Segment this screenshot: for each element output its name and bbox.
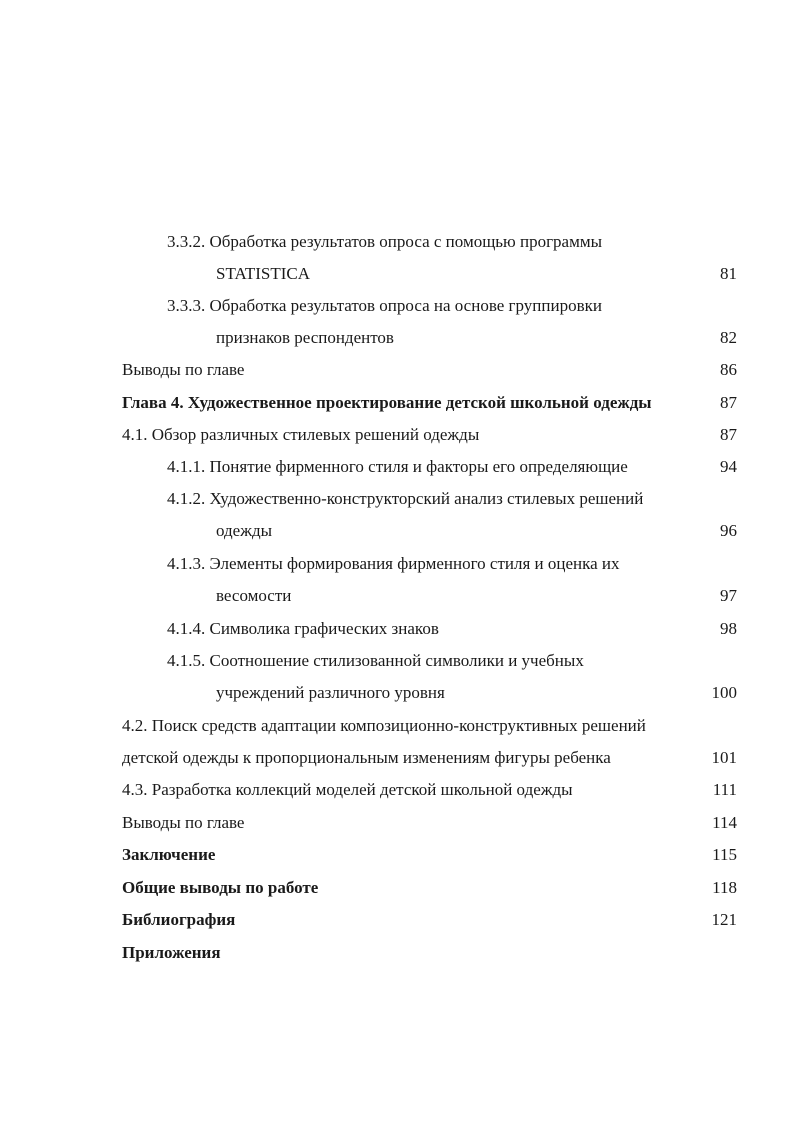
toc-entry-4-2-page: 101 [711, 748, 737, 767]
toc-entry-4-1-4-page: 98 [720, 619, 737, 638]
toc-entry-4-1-page: 87 [720, 425, 737, 444]
toc-entry-4-1-1-page: 94 [720, 457, 737, 476]
toc-entry-3-3-2-title-cont: STATISTICA [216, 264, 311, 283]
toc-entry-3-3-3-title-cont: признаков респондентов [216, 328, 394, 347]
toc-entry-3-3-2-title: 3.3.2. Обработка результатов опроса с помощью программы [167, 232, 603, 251]
toc-entry-general-conclusions-page: 118 [712, 878, 737, 897]
toc-entry-chapter4-title: Глава 4. Художественное проектирование детской школьной одежды [122, 393, 652, 412]
toc-entry-bibliography-title: Библиография [122, 910, 236, 929]
toc-entry-4-1-2-title-cont: одежды [216, 521, 273, 540]
toc-entry-bibliography-page: 121 [711, 910, 737, 929]
toc-entry-appendices-title: Приложения [122, 943, 221, 962]
toc-entry-4-1-2-title: 4.1.2. Художественно-конструкторский анализ стилевых решений [167, 489, 644, 508]
toc-entry-4-1-3-title: 4.1.3. Элементы формирования фирменного стиля и оценка их [167, 554, 620, 573]
toc-entry-chapter4-conclusions-page: 114 [712, 813, 737, 832]
toc-entry-chapter4-page: 87 [720, 393, 737, 412]
toc-entry-chapter4-conclusions-title: Выводы по главе [122, 813, 245, 832]
toc-entry-3-3-3-title: 3.3.3. Обработка результатов опроса на основе группировки [167, 296, 602, 315]
toc-entry-4-3-page: 111 [712, 780, 737, 799]
toc-entry-4-1-1-title: 4.1.1. Понятие фирменного стиля и факторы его определяющие [167, 457, 628, 476]
toc-entry-4-2-title-cont: детской одежды к пропорциональным изменениям фигуры ребенка [122, 748, 611, 767]
toc-entry-conclusion-title: Заключение [122, 845, 216, 864]
toc-entry-chapter3-conclusions-page: 86 [720, 360, 737, 379]
toc-entry-4-1-title: 4.1. Обзор различных стилевых решений одежды [122, 425, 480, 444]
toc-entry-4-1-5-title-cont: учреждений различного уровня [216, 683, 445, 702]
toc-entry-4-1-5-page: 100 [711, 683, 737, 702]
toc-entry-3-3-2-page: 81 [720, 264, 737, 283]
toc-entry-4-1-3-title-cont: весомости [216, 586, 292, 605]
toc-entry-chapter3-conclusions-title: Выводы по главе [122, 360, 245, 379]
toc-entry-4-2-title: 4.2. Поиск средств адаптации композиционно-конструктивных решений [122, 716, 646, 735]
toc-entry-general-conclusions-title: Общие выводы по работе [122, 878, 319, 897]
toc-entry-4-1-5-title: 4.1.5. Соотношение стилизованной символики и учебных [167, 651, 584, 670]
toc-entry-conclusion-page: 115 [712, 845, 737, 864]
toc-entry-4-1-2-page: 96 [720, 521, 737, 540]
toc-entry-4-3-title: 4.3. Разработка коллекций моделей детской школьной одежды [122, 780, 573, 799]
toc-entry-3-3-3-page: 82 [720, 328, 737, 347]
toc-entry-4-1-4-title: 4.1.4. Символика графических знаков [167, 619, 439, 638]
toc-entry-4-1-3-page: 97 [720, 586, 737, 605]
